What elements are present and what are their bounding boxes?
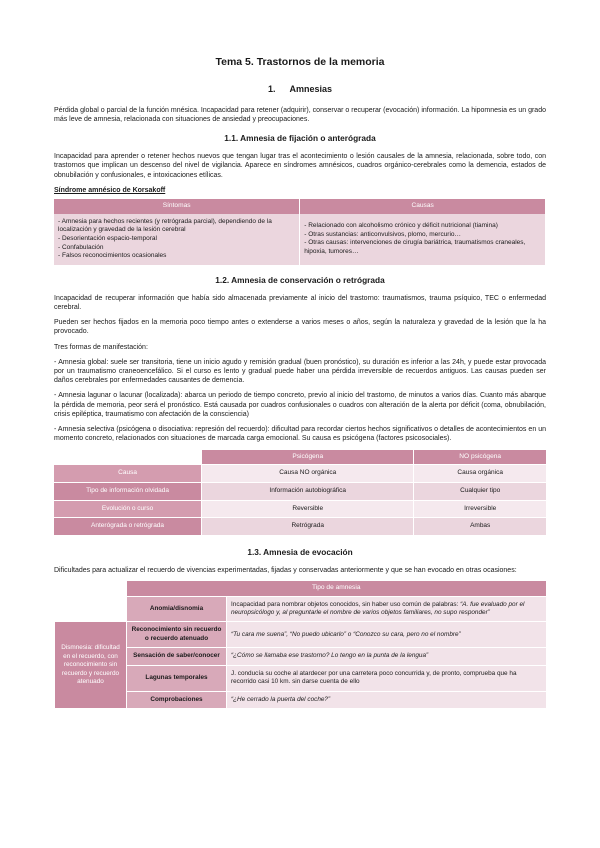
table-row: [55, 665, 547, 691]
section-heading-amnesias: [54, 84, 546, 96]
retrograde-paragraph-1: Incapacidad de recuperar información que había sido almacenada previamente al inicio del trastorno: traumatismos, trauma psíquico, TEC o enfermedad cerebral.: [54, 294, 546, 311]
table-row: [54, 500, 546, 518]
table-row: [54, 482, 546, 500]
symptom-item: - Falsos reconocimientos ocasionales: [58, 252, 167, 260]
psychogenic-cell: Información autobiográfica: [202, 482, 414, 500]
symptoms-header: Síntomas: [54, 199, 300, 214]
table-row: [55, 622, 547, 648]
amnesia-type-description: “¿He cerrado la puerta del coche?”: [227, 691, 547, 708]
korsakoff-subheading: Síndrome amnésico de Korsakoff: [54, 186, 166, 194]
table-row: [55, 596, 547, 622]
amnesia-type-description: “Tu cara me suena”, “No puedo ubicarlo” o “Conozco su cara, pero no el nombre”: [227, 622, 547, 648]
section-number: 1.: [267, 83, 276, 94]
psychogenic-cell: Retrógrada: [202, 518, 414, 535]
amnesia-type-label: Sensación de saber/conocer: [127, 648, 227, 665]
table-row: [54, 465, 546, 483]
table-row: [55, 648, 547, 665]
heading-anterograde: 1.1. Amnesia de fijación o anterógrada: [224, 133, 376, 144]
amnesia-type-description: J. conducía su coche al atardecer por una carretera poco concurrida y, de pronto, comprueba que ha recorrido casi 10 km. sin darse cuenta de ello: [227, 665, 547, 691]
evocation-paragraph: Dificultades para actualizar el recuerdo de vivencias experimentadas, fijadas y conservadas anteriormente y que se han evocado en otras ocasiones:: [54, 566, 517, 574]
cause-item: - Otras causas: intervenciones de cirugía bariátrica, traumatismos craneales, hipoxia, tumores…: [304, 239, 526, 255]
non-psychogenic-cell: Ambas: [414, 518, 546, 535]
table-row: [55, 691, 547, 708]
causes-header: Causas: [300, 199, 546, 214]
lacunar-amnesia-paragraph: - Amnesia lagunar o lacunar (localizada): abarca un periodo de tiempo concreto, previo al inicio del trastorno, de minutos a varios días. Cuanto más abarque la pérdida de memoria, peor será el pronóstico. Está causada por cuadros confusionales o cuadros con alteración de la alerta por déficit (coma, obnubilación, crisis epiléptica, traumatismo con afectación de la consciencia): [54, 392, 546, 418]
causes-cell: [300, 214, 546, 265]
korsakoff-table: [54, 199, 546, 265]
row-label: Evolución o curso: [54, 500, 202, 518]
row-label: Anterógrada o retrógrada: [54, 518, 202, 535]
table-row: [54, 518, 546, 535]
cause-item: - Otras sustancias: anticonvulsivos, plomo, mercurio…: [304, 230, 462, 238]
evocation-table: [54, 581, 546, 708]
amnesia-type-header: Tipo de amnesia: [127, 581, 547, 596]
psychogenic-cell: Causa NO orgánica: [202, 465, 414, 483]
amnesia-type-label: Lagunas temporales: [127, 665, 227, 691]
symptom-item: - Confabulación: [58, 243, 104, 251]
psychogenic-comparison-table: [54, 450, 546, 535]
amnesia-type-label: Comprobaciones: [127, 691, 227, 708]
row-label: Tipo de información olvidada: [54, 482, 202, 500]
non-psychogenic-header: NO psicógena: [414, 450, 546, 465]
dysmnesia-label: Dismnesia: dificultad en el recuerdo, con reconocimiento sin recuerdo y recuerdo atenuado: [55, 622, 127, 708]
anterograde-paragraph: Incapacidad para aprender o retener hechos nuevos que tengan lugar tras el acontecimiento o lesión causales de la amnesia, relacionada, sobre todo, con trastornos que implican un descenso del nivel de vigilancia. Aparece en síndromes amnésicos, cuadros orgánico-cerebrales como la demencia, estados de obnubilación y confusionales, e intoxicaciones etílicas.: [54, 153, 546, 179]
section-title: Amnesias: [289, 83, 333, 94]
cause-item: - Relacionado con alcoholismo crónico y déficit nutricional (tiamina): [304, 222, 498, 230]
psychogenic-cell: Reversible: [202, 500, 414, 518]
non-psychogenic-cell: Cualquier tipo: [414, 482, 546, 500]
global-amnesia-paragraph: - Amnesia global: suele ser transitoria, tiene un inicio agudo y remisión gradual (buen pronóstico), su duración es inferior a las 24h, y puede estar provocada por un traumatismo craneoencefálico. Si el curso es lento y gradual puede haber una pérdida irreversible de recuerdos antiguos. Las causas pueden ser daños cerebrales por enfermedades causantes de demencia.: [54, 358, 546, 385]
heading-evocation: 1.3. Amnesia de evocación: [247, 546, 353, 557]
symptom-item: - Desorientación espacio-temporal: [58, 234, 157, 242]
psychogenic-header: Psicógena: [202, 450, 414, 465]
document-title: Tema 5. Trastornos de la memoria: [215, 56, 385, 68]
amnesia-intro-paragraph: Pérdida global o parcial de la función mnésica. Incapacidad para retener (adquirir), conservar o recuperar (evocación) información. La hipomnesia es un grado más leve de amnesia, relacionada con situaciones de ansiedad y preocupaciones.: [54, 106, 546, 123]
symptom-item: - Amnesia para hechos recientes (y retrógrada parcial), dependiendo de la localización y gravedad de la lesión cerebral: [58, 217, 272, 234]
retrograde-paragraph-3: Tres formas de manifestación:: [54, 343, 148, 351]
amnesia-type-label: Anomia/disnomia: [127, 596, 227, 622]
row-label: Causa: [54, 465, 202, 483]
non-psychogenic-cell: Causa orgánica: [414, 465, 546, 483]
heading-retrograde: 1.2. Amnesia de conservación o retrógrada: [215, 274, 385, 285]
amnesia-type-description: “¿Cómo se llamaba ese trastorno? Lo tengo en la punta de la lengua”: [227, 648, 547, 665]
amnesia-type-label: Reconocimiento sin recuerdo o recuerdo atenuado: [127, 622, 227, 648]
amnesia-type-description: Incapacidad para nombrar objetos conocidos, sin haber uso común de palabras: “A. fue evaluado por el neuropsicólogo y, al preguntarle el nombre de varios objetos familiares, no supo responder”: [227, 596, 547, 622]
selective-amnesia-paragraph: - Amnesia selectiva (psicógena o disociativa: represión del recuerdo): dificultad para recordar ciertos hechos significativos o detalles de acontecimientos en un momento concreto, relacionados con situaciones de marcada carga emocional. Su causa es psicógena (factores psicosociales).: [54, 426, 546, 443]
retrograde-paragraph-2: Pueden ser hechos fijados en la memoria poco tiempo antes o extenderse a varios meses o años, según la naturaleza y gravedad de la lesión que la ha provocado.: [54, 319, 546, 336]
non-psychogenic-cell: Irreversible: [414, 500, 546, 518]
symptoms-cell: [54, 214, 300, 265]
